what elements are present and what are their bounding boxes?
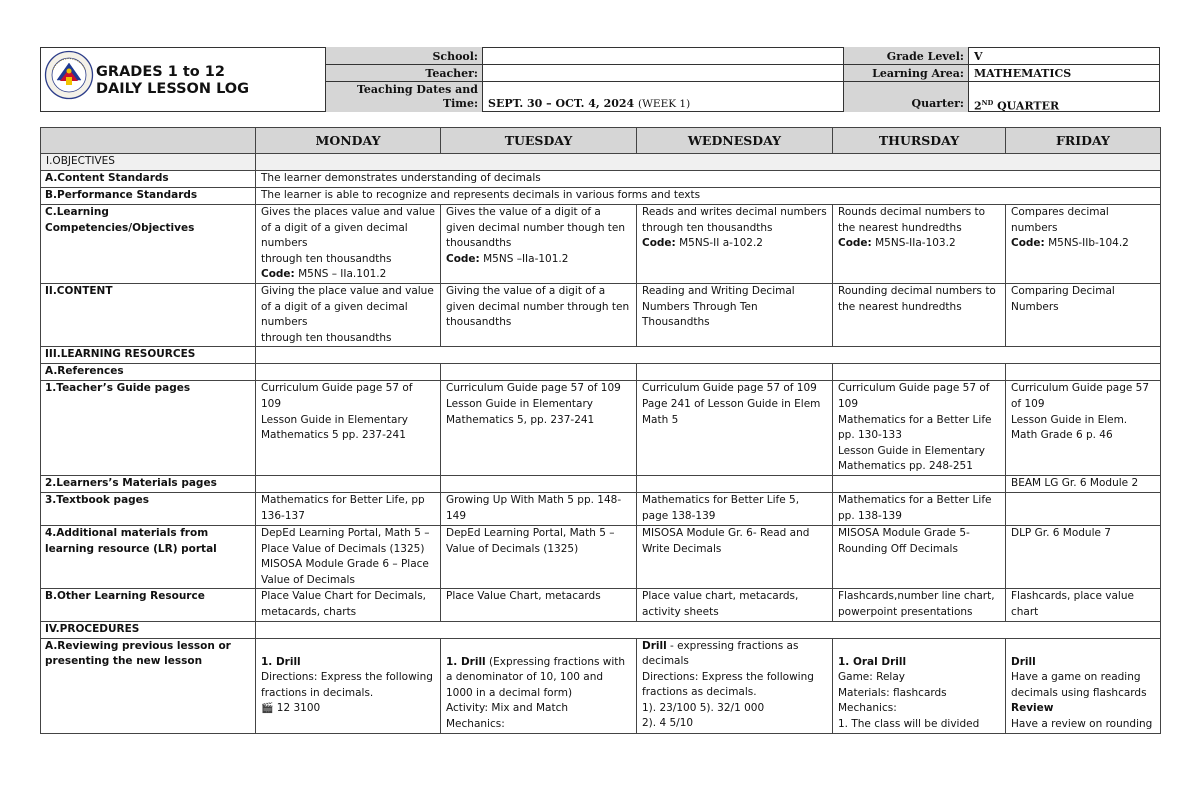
clapper-icon: 🎬: [261, 703, 274, 715]
day-friday: FRIDAY: [1006, 128, 1161, 154]
review-tuesday-line1: 1. Drill (Expressing fractions with a denominator of 10, 100 and 1000 in a decimal form): [446, 655, 626, 699]
review-monday-line2: 🎬 12 3100: [261, 702, 321, 715]
review-wednesday-title: Drill - expressing fractions as decimals: [642, 639, 799, 668]
dates-label-line1: Teaching Dates and: [356, 83, 478, 96]
review-thursday-line2: Materials: flashcards: [838, 686, 947, 699]
day-wednesday: WEDNESDAY: [637, 128, 833, 154]
dates-value: [483, 97, 843, 111]
teachers-guide-tuesday: [441, 381, 637, 476]
textbook-wednesday: Mathematics for Better Life 5, page 138-139: [637, 492, 833, 525]
tg-tuesday-line1: Curriculum Guide page 57 of 109: [446, 382, 621, 395]
competencies-tuesday: [441, 205, 637, 284]
deped-seal: [44, 50, 94, 100]
additional-thursday: MISOSA Module Grade 5- Rounding Off Decimals: [833, 525, 1006, 588]
reviewing-row: [41, 638, 1161, 733]
teachers-guide-label: 1.Teacher’s Guide pages: [41, 381, 256, 476]
learners-materials-label: 2.Learners’s Materials pages: [41, 475, 256, 492]
form-title-line2: DAILY LESSON LOG: [96, 81, 250, 97]
teachers-guide-row: [41, 381, 1161, 476]
tg-monday-line2: Lesson Guide in Elementary Mathematics 5 pp. 237-241: [261, 413, 408, 442]
textbook-tuesday: Growing Up With Math 5 pp. 148-149: [441, 492, 637, 525]
quarter-suffix: ND: [981, 99, 994, 107]
additional-friday: DLP Gr. 6 Module 7: [1006, 525, 1161, 588]
quarter-value: [969, 97, 1059, 113]
area-value: MATHEMATICS: [974, 67, 1072, 80]
day-thursday: THURSDAY: [833, 128, 1006, 154]
additional-monday-line2: MISOSA Module Grade 6 – Place Value of Decimals: [261, 558, 429, 586]
performance-standards-text: The learner is able to recognize and represents decimals in various forms and texts: [256, 188, 1161, 205]
competencies-friday: [1006, 205, 1161, 284]
performance-standards-label: B.Performance Standards: [41, 188, 256, 205]
learners-materials-friday: BEAM LG Gr. 6 Module 2: [1006, 475, 1161, 492]
additional-monday: [256, 525, 441, 588]
teacher-value[interactable]: [483, 67, 843, 80]
teachers-guide-friday: [1006, 381, 1161, 476]
review-friday-line1: Have a game on reading decimals using flashcards: [1011, 671, 1147, 699]
additional-wednesday: MISOSA Module Gr. 6- Read and Write Decimals: [637, 525, 833, 588]
day-tuesday: TUESDAY: [441, 128, 637, 154]
review-tuesday-line2: Activity: Mix and Match: [446, 702, 569, 715]
other-resources-friday: Flashcards, place value chart: [1006, 589, 1161, 621]
additional-tuesday: DepEd Learning Portal, Math 5 – Value of Decimals (1325): [441, 525, 637, 588]
textbook-monday: Mathematics for Better Life, pp 136-137: [256, 492, 441, 525]
tg-monday-line1: Curriculum Guide page 57 of 109: [261, 382, 413, 410]
other-resources-thursday: Flashcards,number line chart, powerpoint presentations: [833, 589, 1006, 621]
competencies-tuesday-text: Gives the value of a digit of a given decimal number though ten thousandths: [446, 206, 626, 250]
content-monday-text2: through ten thousandths: [261, 331, 392, 344]
tg-thursday-line3: Lesson Guide in Elementary Mathematics pp. 248-251: [838, 444, 985, 473]
other-resources-tuesday: Place Value Chart, metacards: [441, 589, 637, 621]
review-thursday-line4: 1. The class will be divided: [838, 717, 980, 730]
competencies-wednesday-text: Reads and writes decimal numbers through ten thousandths: [642, 206, 827, 234]
teachers-guide-monday: [256, 381, 441, 476]
competencies-friday-text: Compares decimal numbers: [1011, 206, 1109, 234]
tg-friday-line2: Lesson Guide in Elem. Math Grade 6 p. 46: [1011, 413, 1128, 442]
procedures-label: IV.PROCEDURES: [41, 621, 256, 638]
quarter-number: 2: [974, 99, 982, 113]
references-label: A.References: [41, 364, 256, 381]
reviewing-thursday: [833, 638, 1006, 733]
competencies-label: C.Learning Competencies/Objectives: [41, 205, 256, 284]
area-label: Learning Area:: [872, 67, 964, 80]
content-friday: Comparing Decimal Numbers: [1006, 284, 1161, 347]
form-title-line1: GRADES 1 to 12: [96, 64, 225, 80]
review-thursday-title: 1. Oral Drill: [838, 655, 907, 668]
reviewing-label: A.Reviewing previous lesson or presenting the new lesson: [41, 638, 256, 733]
teachers-guide-wednesday: [637, 381, 833, 476]
competencies-monday-text: Gives the places value and value of a digit of a given decimal numbers: [261, 206, 435, 250]
content-thursday: Rounding decimal numbers to the nearest hundredths: [833, 284, 1006, 347]
lesson-log-table: [40, 127, 1161, 734]
review-friday-review: Review: [1011, 702, 1054, 715]
textbook-row: [41, 492, 1161, 525]
review-wednesday-line1: Directions: Express the following fractions as decimals.: [642, 670, 814, 699]
grade-label: Grade Level:: [886, 50, 964, 63]
competencies-monday-code: Code: M5NS – IIa.101.2: [261, 268, 387, 281]
review-wednesday-line3: 2). 4 5/10: [642, 717, 694, 730]
learning-resources-row: [41, 347, 1161, 364]
other-resources-monday: Place Value Chart for Decimals, metacards, charts: [256, 589, 441, 621]
content-label: II.CONTENT: [41, 284, 256, 347]
dates-value-text: SEPT. 30 – OCT. 4, 2024: [488, 97, 635, 110]
learning-resources-label: III.LEARNING RESOURCES: [41, 347, 256, 364]
review-thursday-line3: Mechanics:: [838, 702, 897, 715]
tg-tuesday-line2: Lesson Guide in Elementary Mathematics 5, pp. 237-241: [446, 397, 595, 426]
teacher-label: Teacher:: [425, 67, 478, 80]
objectives-row: [41, 154, 1161, 171]
dates-label-line2: Time:: [442, 97, 478, 110]
tg-wednesday-line2: Page 241 of Lesson Guide in Elem Math 5: [642, 397, 821, 426]
competencies-tuesday-code: Code: M5NS –IIa-101.2: [446, 252, 569, 265]
competencies-thursday-code: Code: M5NS-IIa-103.2: [838, 237, 956, 250]
content-standards-label: A.Content Standards: [41, 171, 256, 188]
dates-week: (WEEK 1): [638, 98, 691, 110]
reviewing-friday: [1006, 638, 1161, 733]
quarter-word: QUARTER: [997, 99, 1060, 113]
review-monday-title: 1. Drill: [261, 655, 301, 668]
objectives-label: I.OBJECTIVES: [41, 154, 256, 171]
reviewing-tuesday: [441, 638, 637, 733]
competencies-row: [41, 205, 1161, 284]
competencies-wednesday: [637, 205, 833, 284]
tg-thursday-line1: Curriculum Guide page 57 of 109: [838, 382, 990, 410]
content-row: [41, 284, 1161, 347]
school-label: School:: [432, 50, 478, 63]
corner-cell: [41, 128, 256, 154]
review-wednesday-line2: 1). 23/100 5). 32/1 000: [642, 701, 765, 714]
quarter-label: Quarter:: [911, 97, 964, 110]
other-resources-row: [41, 589, 1161, 621]
competencies-friday-code: Code: M5NS-IIb-104.2: [1011, 237, 1129, 250]
day-monday: MONDAY: [256, 128, 441, 154]
competencies-thursday-text: Rounds decimal numbers to the nearest hundredths: [838, 206, 986, 234]
additional-monday-line1: DepEd Learning Portal, Math 5 – Place Value of Decimals (1325): [261, 526, 430, 555]
review-tuesday-line3: Mechanics:: [446, 717, 505, 730]
grade-value: V: [974, 50, 983, 63]
content-standards-row: [41, 171, 1161, 188]
competencies-monday: [256, 205, 441, 284]
review-monday-line1: Directions: Express the following fractions in decimals.: [261, 671, 433, 699]
competencies-thursday: [833, 205, 1006, 284]
procedures-row: [41, 621, 1161, 638]
teachers-guide-thursday: [833, 381, 1006, 476]
objectives-fill: [256, 154, 1161, 171]
content-monday: [256, 284, 441, 347]
content-tuesday: Giving the value of a digit of a given decimal number through ten thousandths: [441, 284, 637, 347]
reviewing-monday: [256, 638, 441, 733]
review-friday-line2: Have a review on rounding: [1011, 717, 1153, 730]
tg-friday-line1: Curriculum Guide page 57 of 109: [1011, 382, 1150, 410]
textbook-label: 3.Textbook pages: [41, 492, 256, 525]
content-wednesday: Reading and Writing Decimal Numbers Through Ten Thousandths: [637, 284, 833, 347]
content-standards-text: The learner demonstrates understanding of decimals: [256, 171, 1161, 188]
school-value[interactable]: [483, 50, 843, 63]
days-header-row: [41, 128, 1161, 154]
competencies-monday-text2: through ten thousandths: [261, 252, 392, 265]
review-thursday-line1: Game: Relay: [838, 671, 905, 684]
other-resources-label: B.Other Learning Resource: [41, 589, 256, 621]
performance-standards-row: [41, 188, 1161, 205]
other-resources-wednesday: Place value chart, metacards, activity sheets: [637, 589, 833, 621]
competencies-wednesday-code: Code: M5NS-II a-102.2: [642, 237, 763, 250]
reviewing-wednesday: [637, 638, 833, 733]
references-row: [41, 364, 1161, 381]
learners-materials-row: [41, 475, 1161, 492]
additional-materials-label: 4.Additional materials from learning resource (LR) portal: [41, 525, 256, 588]
review-friday-title: Drill: [1011, 655, 1036, 668]
tg-thursday-line2: Mathematics for a Better Life pp. 130-133: [838, 413, 992, 442]
additional-materials-row: [41, 525, 1161, 588]
textbook-thursday: Mathematics for a Better Life pp. 138-139: [833, 492, 1006, 525]
tg-wednesday-line1: Curriculum Guide page 57 of 109: [642, 382, 817, 395]
content-monday-text: Giving the place value and value of a digit of a given decimal numbers: [261, 285, 434, 329]
